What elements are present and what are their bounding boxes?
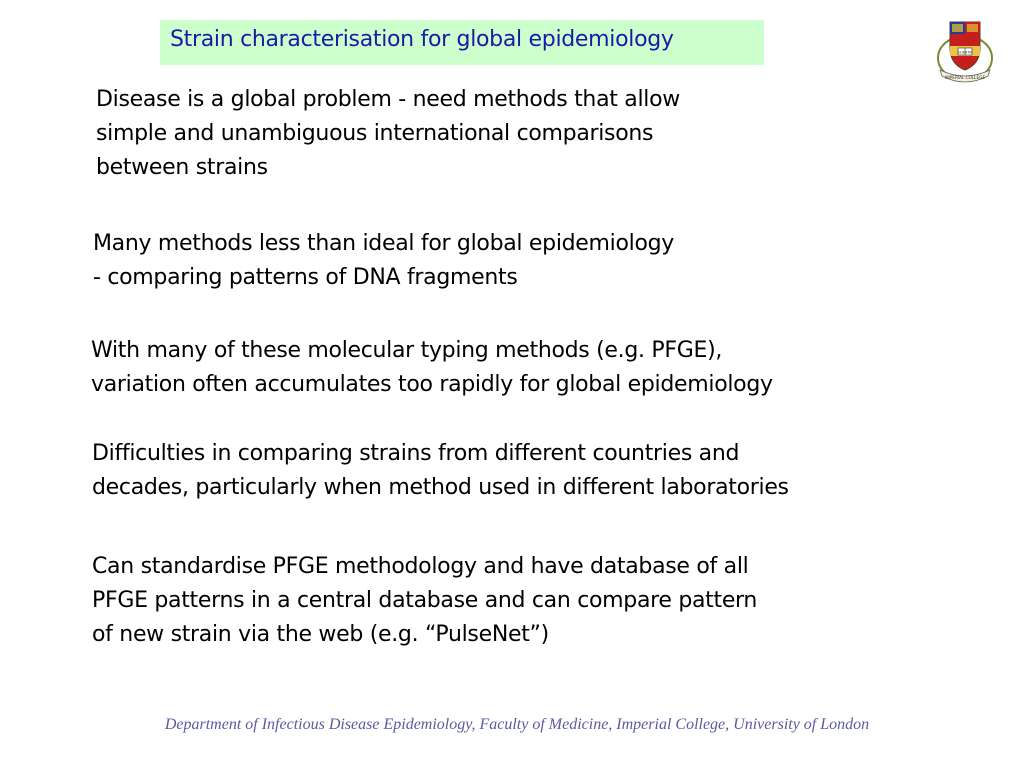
paragraph-line: simple and unambiguous international comparisons [96, 121, 654, 146]
paragraph-line: Many methods less than ideal for global epidemiology [93, 231, 674, 256]
paragraph-line: - comparing patterns of DNA fragments [93, 265, 518, 290]
paragraph-5 [92, 550, 757, 652]
paragraph-1 [96, 83, 680, 185]
paragraph-line: between strains [96, 155, 268, 180]
paragraph-line: variation often accumulates too rapidly for global epidemiology [91, 372, 773, 397]
paragraph-line: PFGE patterns in a central database and can compare pattern [92, 588, 758, 613]
paragraph-line: With many of these molecular typing methods (e.g. PFGE), [91, 338, 723, 363]
slide-title: Strain characterisation for global epidemiology [170, 27, 674, 52]
crest-scroll-text: IMPERIAL COLLEGE [944, 75, 986, 80]
paragraph-line: decades, particularly when method used in different laboratories [92, 475, 789, 500]
paragraph-line: of new strain via the web (e.g. “PulseNet”) [92, 622, 549, 647]
paragraph-2 [93, 227, 674, 295]
paragraph-line: Disease is a global problem - need methods that allow [96, 87, 680, 112]
title-box [160, 20, 764, 65]
crest-motto-text: SCIENTIA [957, 50, 973, 55]
paragraph-4 [92, 437, 789, 505]
slide-footer: Department of Infectious Disease Epidemiology, Faculty of Medicine, Imperial College, University of London [164, 716, 870, 733]
paragraph-line: Can standardise PFGE methodology and have database of all [92, 554, 749, 579]
paragraph-line: Difficulties in comparing strains from different countries and [92, 441, 740, 466]
imperial-college-crest-icon [936, 18, 994, 86]
paragraph-3 [91, 334, 773, 402]
